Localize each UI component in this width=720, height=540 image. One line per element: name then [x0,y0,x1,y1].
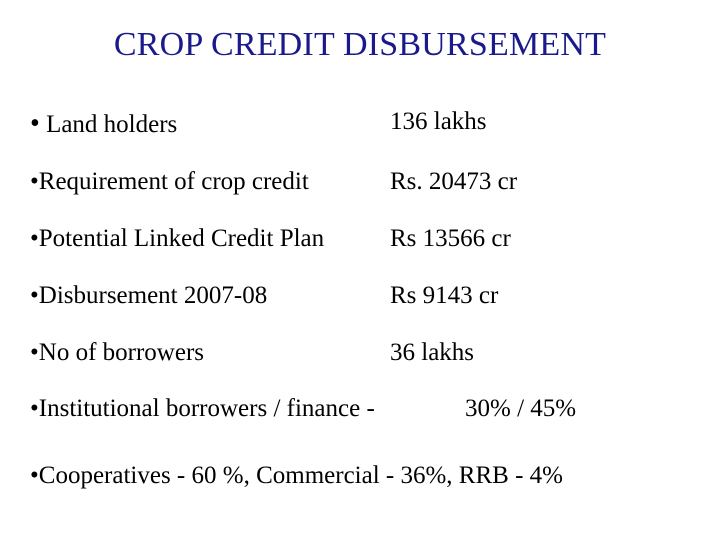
item-label-text: Cooperatives - 60 %, Commercial - 36%, RRB - 4% [38,462,563,489]
item-label [30,462,563,490]
item-label-text: Disbursement 2007-08 [38,282,268,309]
item-label [30,395,375,423]
item-value: Rs 9143 cr [390,282,499,309]
item-label [30,108,177,140]
item-label [30,282,267,310]
item-label-text: No of borrowers [38,339,204,366]
item-label [30,339,204,367]
item-label-text: Potential Linked Credit Plan [38,225,325,252]
item-label-text: Institutional borrowers / finance - [38,395,375,422]
bullet: • [30,339,39,366]
item-label [30,225,324,253]
bullet: • [30,108,40,139]
item-label [30,168,309,196]
slide-title: CROP CREDIT DISBURSEMENT [113,26,607,63]
bullet: • [30,462,39,489]
bullet: • [30,225,39,252]
item-value: 36 lakhs [390,339,475,366]
item-value: Rs. 20473 cr [390,168,518,195]
bullet: • [30,168,39,195]
bullet: • [30,282,39,309]
item-label-text: Land holders [46,111,178,138]
item-value: 136 lakhs [390,108,487,135]
item-label-text: Requirement of crop credit [38,168,309,195]
item-value: 30% / 45% [465,395,577,422]
item-value: Rs 13566 cr [390,225,511,252]
bullet: • [30,395,39,422]
